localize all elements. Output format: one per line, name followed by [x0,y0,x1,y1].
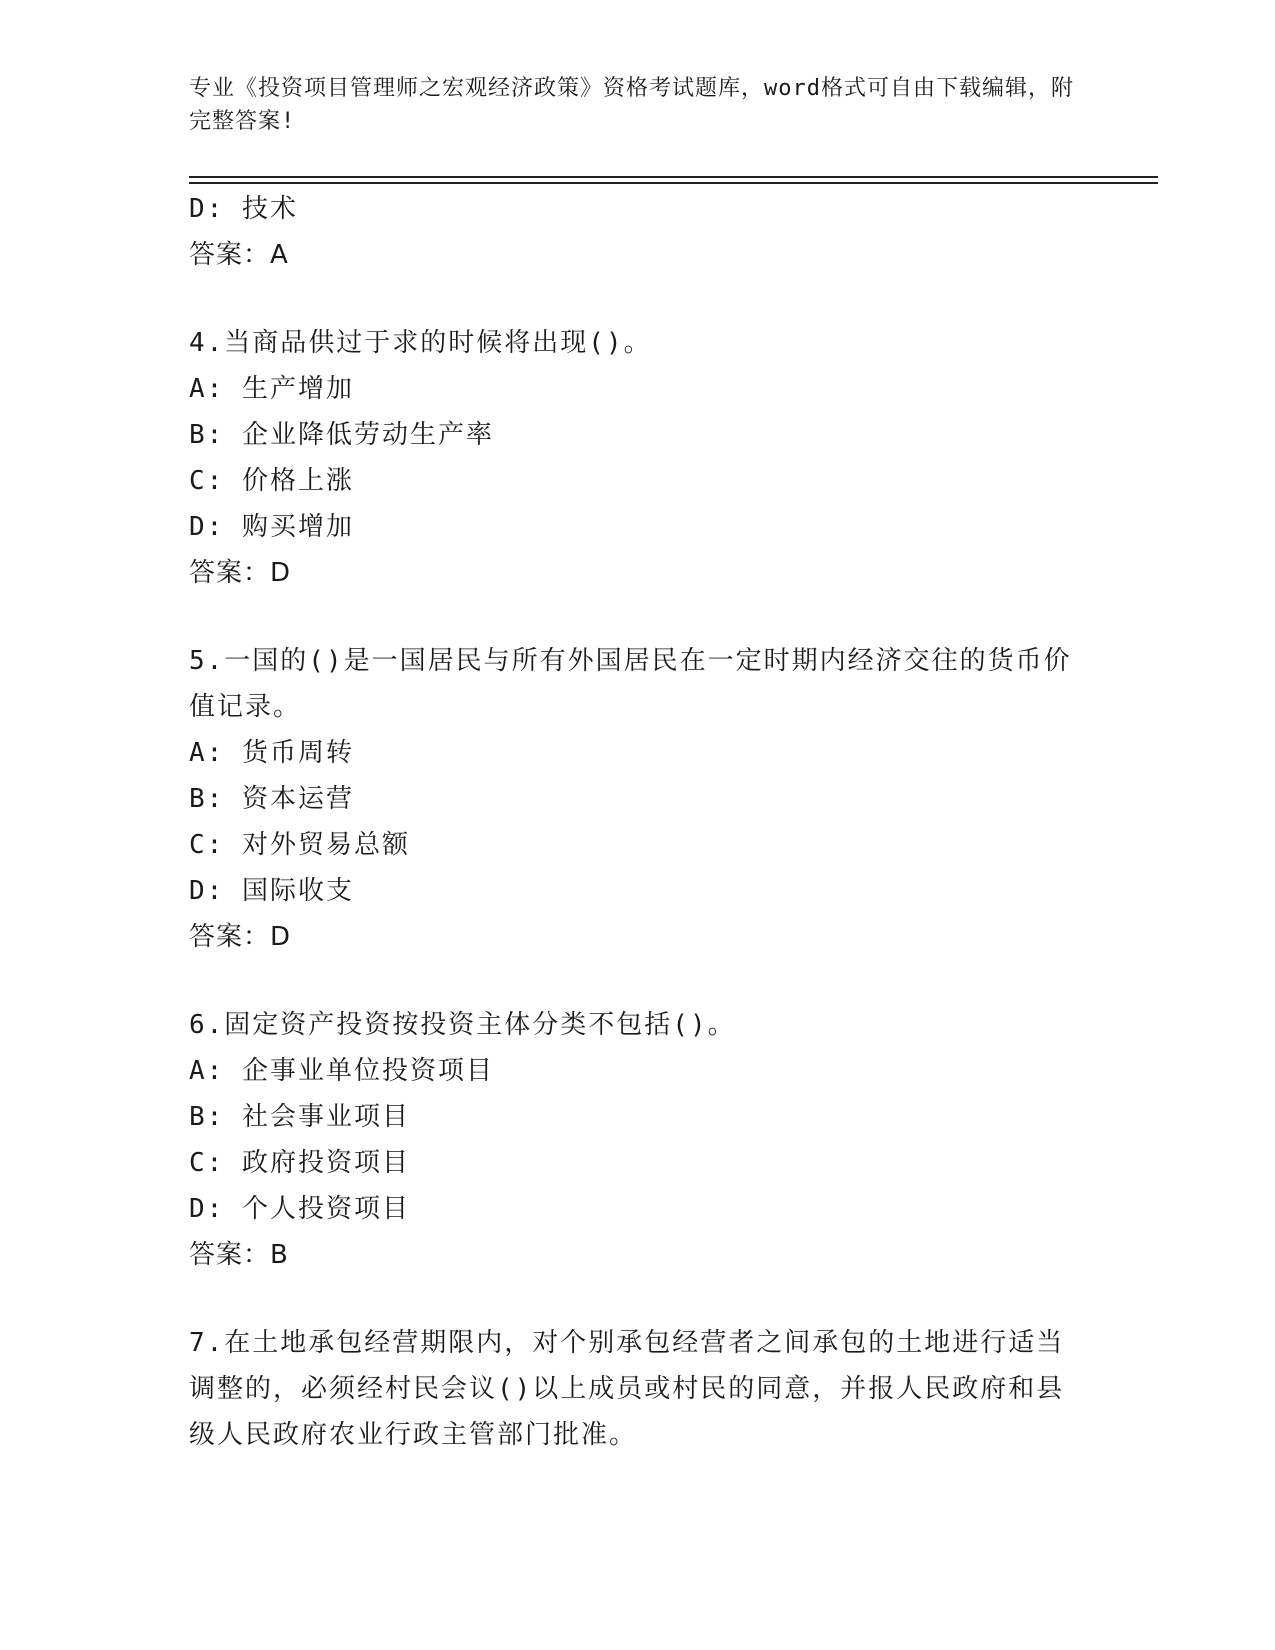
question-text: 6.固定资产投资按投资主体分类不包括()。 [189,1010,736,1040]
answer-line: 答案：D [189,558,292,588]
option-d: D: 购买增加 [189,512,354,542]
answer-line: 答案：A [189,240,289,270]
header-rule-top [189,176,1158,178]
answer-line: 答案：B [189,1240,289,1270]
option-c: C: 对外贸易总额 [189,830,410,860]
option-a: A: 货币周转 [189,738,354,768]
question-block [189,1002,1089,1278]
document-body [189,186,1089,1458]
option-a: A: 生产增加 [189,374,354,404]
question-text: 5.一国的()是一国居民与所有外国居民在一定时期内经济交往的货币价值记录。 [189,646,1072,722]
option-c: C: 政府投资项目 [189,1148,410,1178]
option-b: B: 资本运营 [189,784,354,814]
question-block [189,638,1089,960]
option-a: A: 企事业单位投资项目 [189,1056,494,1086]
question-block [189,320,1089,596]
option-d: D: 国际收支 [189,876,354,906]
question-block [189,1320,1089,1458]
option-d: D: 个人投资项目 [189,1194,410,1224]
question-text: 4.当商品供过于求的时候将出现()。 [189,328,652,358]
option-d: D: 技术 [189,194,298,224]
option-b: B: 社会事业项目 [189,1102,410,1132]
answer-line: 答案：D [189,922,292,952]
option-b: B: 企业降低劳动生产率 [189,420,494,450]
question-text: 7.在土地承包经营期限内，对个别承包经营者之间承包的土地进行适当调整的，必须经村民会议()以上成员或村民的同意，并报人民政府和县级人民政府农业行政主管部门批准。 [189,1328,1065,1450]
header-rule-bottom [189,182,1158,184]
option-c: C: 价格上涨 [189,466,354,496]
document-header: 专业《投资项目管理师之宏观经济政策》资格考试题库，word格式可自由下载编辑，附完整答案! [189,76,1074,134]
